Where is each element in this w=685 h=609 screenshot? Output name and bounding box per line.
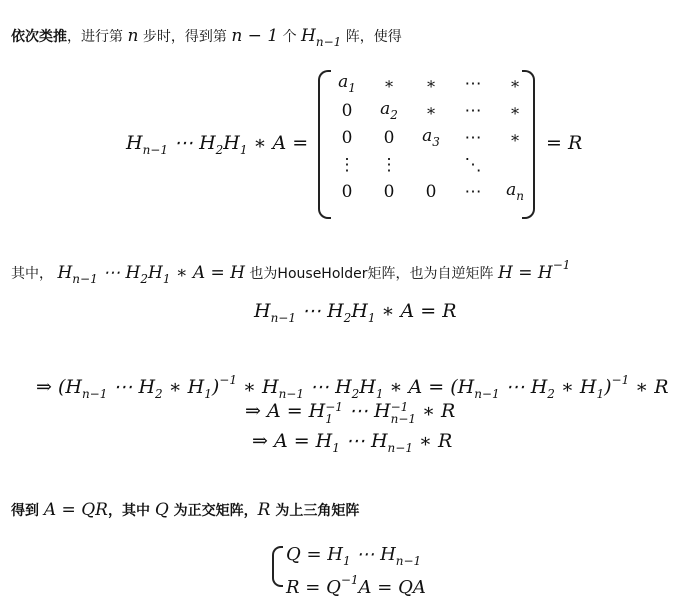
matrix-cell: 0 — [341, 100, 353, 121]
eq2: $H_{n-1}$ ⋯ $H_2H_1$ ∗ A = R — [254, 300, 457, 325]
matrix-cell: ∗ — [509, 101, 521, 120]
matrix-row — [326, 124, 536, 151]
matrix-cell: 0 — [341, 127, 353, 148]
matrix-cell: ⋱ — [464, 154, 482, 175]
matrix-cell: ∗ — [509, 128, 521, 147]
eq4-row2: $R = Q^{-1}A$ = QA — [286, 573, 426, 598]
eq3-row2: ⇒ A = H −1 1 ⋯ H −1 n−1 ∗ R — [245, 400, 456, 426]
matrix-cell: ⋯ — [464, 73, 482, 94]
matrix-cell: ∗ — [425, 74, 437, 93]
matrix-cell: 0 — [383, 127, 395, 148]
matrix-cell: ∗ — [383, 74, 395, 93]
eq1-lhs: $H_{n-1}$ ⋯ $H_2H_1$ ∗ A = — [126, 132, 309, 157]
matrix-cell: $a_1$ — [338, 72, 356, 95]
matrix-row — [326, 178, 536, 205]
eq1-rhs: = R — [546, 132, 583, 154]
matrix-cell: ⋯ — [464, 127, 482, 148]
intro-paragraph: 依次类推，进行第 n 步时，得到第 n − 1 个 Hn−1 阵，使得 — [11, 26, 402, 49]
cases-brace — [272, 546, 283, 587]
matrix-cell — [410, 151, 452, 178]
intro-bold: 依次类推 — [11, 29, 67, 45]
matrix-cell: 0 — [341, 181, 353, 202]
eq3-row3: ⇒ $A = H_1$ ⋯ $H_{n-1}$ ∗ R — [252, 430, 453, 455]
matrix-cell: $a_2$ — [380, 99, 398, 122]
matrix-cell: ⋮ — [380, 154, 398, 175]
matrix-row — [326, 70, 536, 97]
matrix-cell: ⋯ — [464, 100, 482, 121]
matrix-cell: 0 — [383, 181, 395, 202]
qr-conclusion: 得到 A = QR，其中 Q 为正交矩阵，R 为上三角矩阵 — [11, 500, 360, 520]
matrix-cell: $a_3$ — [422, 126, 440, 149]
matrix-cell: $a_n$ — [506, 180, 524, 203]
matrix-row — [326, 97, 536, 124]
matrix-cell: 0 — [425, 181, 437, 202]
matrix — [326, 70, 536, 205]
householder-paragraph: 其中， $H_{n-1}$ ⋯ $H_2H_1$ ∗ A = H 也为HouseHolder矩阵，也为自逆矩阵 $H = H^{-1}$ — [11, 258, 571, 286]
matrix-row — [326, 151, 536, 178]
matrix-cell: ∗ — [425, 101, 437, 120]
matrix-cell: ⋯ — [464, 181, 482, 202]
matrix-right-brace — [522, 70, 535, 219]
eq3-row1: ⇒ ($H_{n-1}$ ⋯ $H_2$ ∗ $H_1)^{-1}$ ∗ $H_{n-1}$ ⋯ $H_2H_1$ ∗ $A = (H_{n-1}$ ⋯ $H_2$ ∗ $H_1)^{-1}$ ∗ R — [36, 373, 669, 401]
matrix-cell: ∗ — [509, 74, 521, 93]
matrix-cell: ⋮ — [338, 154, 356, 175]
eq4-row1: $Q = H_1$ ⋯ $H_{n-1}$ — [286, 544, 422, 568]
